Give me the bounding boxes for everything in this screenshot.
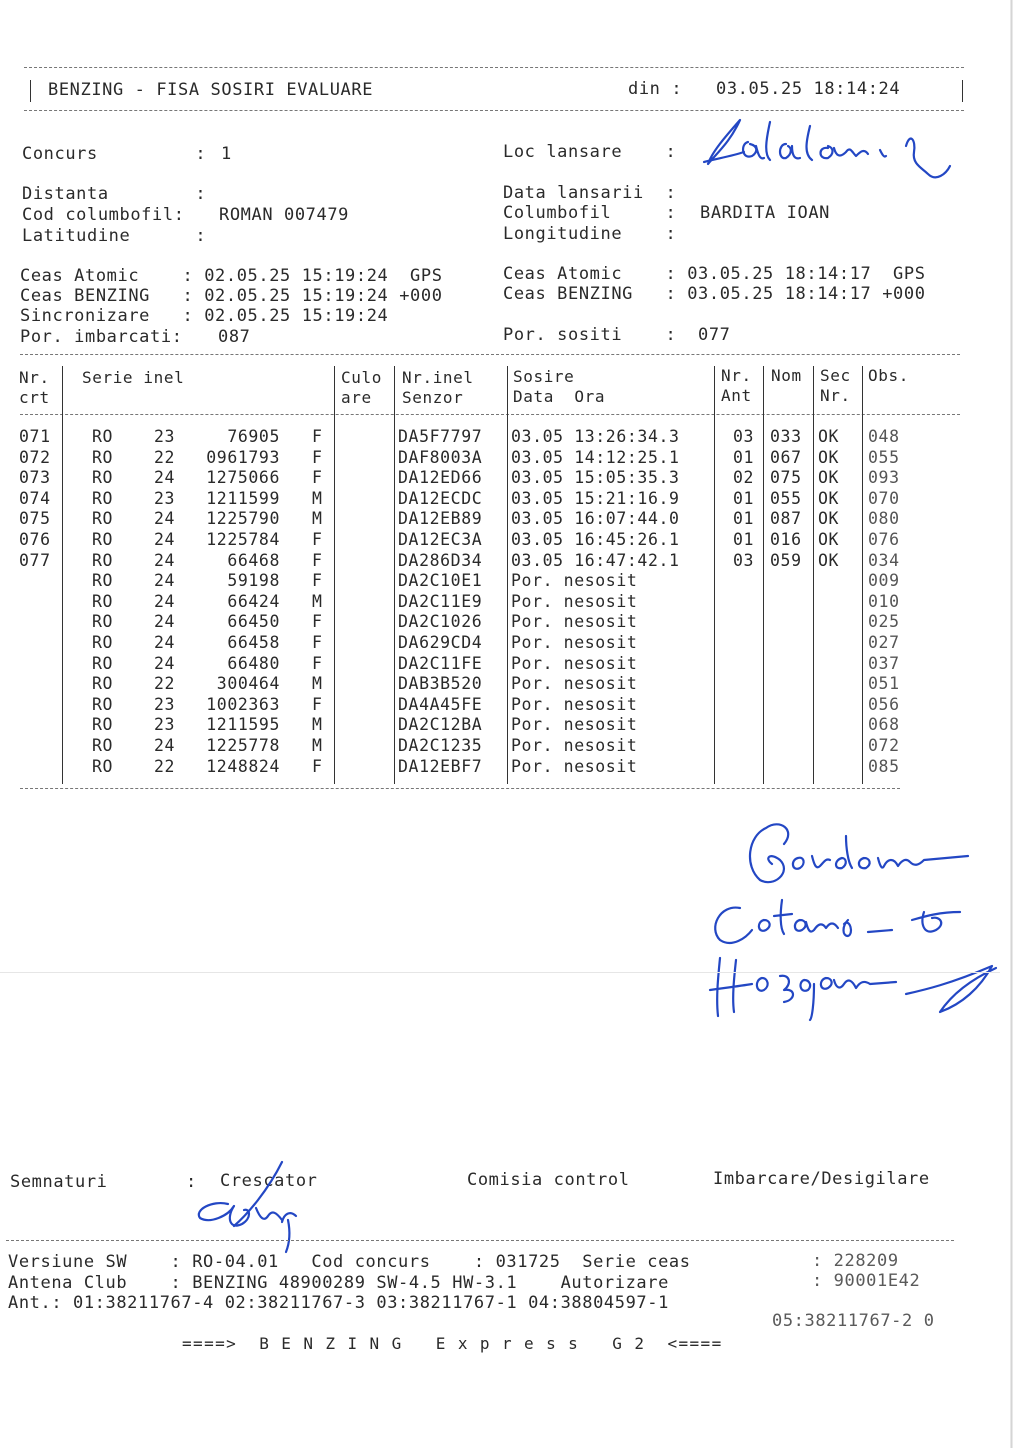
imbarcare-clip [710,1168,960,1192]
cell-nr: 075 [19,509,51,529]
cell-year: 23 [154,694,176,714]
cell-sensor: DA12EC3A [398,530,483,549]
header-crt: crt [19,388,50,407]
cell-year: 24 [154,736,176,755]
cell-year: 23 [154,488,176,508]
cell-year: 24 [154,571,176,591]
cell-ring-number: 1225784 [206,530,280,549]
cell-sex: F [312,653,323,673]
cell-year: 24 [154,591,176,611]
brand-line: ====> B E N Z I N G E x p r e s s G 2 <==== [182,1334,723,1353]
cell-sex: M [312,715,323,735]
cell-sensor: DA2C10E1 [398,571,483,591]
cell-antenna: 03 [733,427,755,446]
table-row [0,695,1000,716]
cell-sensor: DA286D34 [398,550,483,570]
cell-sex: F [312,633,323,652]
cell-year: 23 [154,427,176,446]
cell-arrival: 03.05 15:05:35.3 [511,468,680,488]
cell-sex: M [312,736,323,755]
footer-line2: Antena Club : BENZING 48900289 SW-4.5 HW-3.1 Autorizare [8,1273,669,1293]
table-row [0,633,1000,654]
cell-arrival: 03.05 16:07:44.0 [511,509,680,529]
cell-nom: 059 [770,550,802,570]
table-row [0,551,1000,572]
cell-sex: F [312,612,323,632]
header-senzor: Senzor [402,388,464,407]
imbarcare-label: Imbarcare/Desigilare [713,1169,930,1189]
longitudine-label: Longitudine : [503,224,677,244]
cell-nom: 016 [770,530,802,549]
header-left-border [30,80,31,102]
cell-obs: 070 [868,488,900,508]
cell-country: RO [92,427,114,446]
cell-obs: 068 [868,715,900,735]
cell-sex: F [312,447,323,467]
cell-nom: 067 [770,447,802,467]
cell-sensor: DA4A45FE [398,694,483,714]
cell-antenna: 02 [733,468,755,488]
serie-ceas-value: : 228209 [812,1251,899,1271]
cell-country: RO [92,530,114,549]
cell-nr: 077 [19,550,51,570]
cell-country: RO [92,509,114,529]
cell-arrival: 03.05 15:21:16.9 [511,488,680,508]
table-header-rule [20,414,960,415]
cell-arrival: Por. nesosit [511,591,638,611]
cod-columbofil-value: ROMAN 007479 [219,205,350,225]
header-bottom-rule [24,110,964,111]
cell-antenna: 01 [733,447,755,467]
cell-year: 22 [154,674,176,694]
cell-year: 24 [154,468,176,488]
cell-sensor: DA12ECDC [398,488,483,508]
cell-sex: F [312,530,323,549]
cell-nr: 072 [19,447,51,467]
autorizare-value: : 90001E42 [812,1271,921,1291]
cell-nr: 073 [19,468,51,488]
cell-ring-number: 66424 [227,591,280,611]
cell-sec: OK [818,468,840,488]
cell-arrival: Por. nesosit [511,633,638,652]
cell-ring-number: 66450 [227,612,280,632]
cell-sensor: DA2C11E9 [398,591,483,611]
cell-ring-number: 0961793 [206,447,280,467]
cell-sex: M [312,674,323,694]
table-row [0,427,1000,448]
cell-sex: F [312,427,323,446]
cell-ring-number: 1248824 [206,756,280,776]
loc-lansare-handwriting [700,112,970,192]
cell-obs: 080 [868,509,900,529]
cod-columbofil-label: Cod columbofil: [22,205,185,225]
table-row [0,736,1000,757]
cell-sex: F [312,550,323,570]
header-sec: Sec [820,366,851,385]
cell-year: 22 [154,447,176,467]
cell-obs: 072 [868,736,900,755]
cell-sensor: DA2C11FE [398,653,483,673]
comisia-label: Comisia control [467,1170,630,1190]
ceas-benzing-left: Ceas BENZING : 02.05.25 15:19:24 +000 [20,286,443,306]
cell-ring-number: 1002363 [206,694,280,714]
cell-arrival: Por. nesosit [511,571,638,591]
cell-obs: 048 [868,427,900,446]
cell-sex: M [312,509,323,529]
cell-sex: M [312,488,323,508]
concurs-label: Concurs : [22,144,207,164]
table-row [0,757,1000,778]
cell-year: 24 [154,612,176,632]
cell-country: RO [92,612,114,632]
header-serie: Serie inel [82,368,185,387]
footer-antennas: Ant.: 01:38211767-4 02:38211767-3 03:38211767-1 04:38804597-1 [8,1293,669,1313]
cell-ring-number: 1211595 [206,715,280,735]
date-label: din : [628,79,683,99]
cell-nr: 071 [19,427,51,446]
loc-lansare-label: Loc lansare : [503,142,677,162]
por-imbarcati-value: 087 [218,327,251,347]
header-sec-nr: Nr. [820,386,851,405]
cell-country: RO [92,550,114,570]
cell-antenna: 01 [733,509,755,529]
ceas-atomic-left: Ceas Atomic : 02.05.25 15:19:24 GPS [20,266,443,286]
header-nr: Nr. [19,368,50,387]
table-row [0,530,1000,551]
paper-fold-line [0,972,1000,973]
cell-nr: 076 [19,530,51,549]
scan-edge [1010,0,1013,1448]
cell-sec: OK [818,447,840,467]
cell-sensor: DA2C12BA [398,715,483,735]
commission-handwriting [700,808,1010,1028]
cell-antenna: 01 [733,488,755,508]
cell-obs: 051 [868,674,900,694]
table-row [0,654,1000,675]
por-imbarcati-label: Por. imbarcati: [20,327,183,347]
header-nrinel: Nr.inel [402,368,474,387]
cell-country: RO [92,674,114,694]
concurs-value: 1 [221,144,232,164]
table-row [0,571,1000,592]
cell-arrival: 03.05 16:45:26.1 [511,530,680,549]
cell-sex: M [312,591,323,611]
columbofil-label: Columbofil : [503,203,677,223]
cell-arrival: Por. nesosit [511,756,638,776]
cell-country: RO [92,571,114,591]
right-clock-block [500,264,968,308]
columbofil-value: BARDITA IOAN [700,203,831,223]
cell-sensor: DAF8003A [398,447,483,467]
cell-year: 22 [154,756,176,776]
cell-obs: 009 [868,571,900,591]
cell-sex: F [312,468,323,488]
cell-sex: F [312,756,323,776]
cell-obs: 027 [868,633,900,652]
cell-ring-number: 1275066 [206,468,280,488]
cell-year: 23 [154,715,176,735]
ceas-atomic-right: Ceas Atomic : 03.05.25 18:14:17 GPS [503,264,926,284]
cell-obs: 010 [868,591,900,611]
cell-obs: 093 [868,468,900,488]
data-lansarii-label: Data lansarii : [503,183,677,203]
cell-arrival: Por. nesosit [511,674,638,694]
header-obs: Obs. [868,366,909,385]
cell-country: RO [92,736,114,755]
header-right-border [962,80,963,102]
form-title: BENZING - FISA SOSIRI EVALUARE [48,80,374,100]
sincronizare: Sincronizare : 02.05.25 15:19:24 [20,306,389,326]
cell-sensor: DA2C1235 [398,736,483,755]
cell-nr: 074 [19,488,51,508]
cell-ring-number: 66458 [227,633,280,652]
distanta-label: Distanta : [22,184,207,204]
header-ant: Ant [721,386,752,405]
cell-country: RO [92,447,114,467]
cell-nom: 055 [770,488,802,508]
cell-country: RO [92,653,114,673]
table-row [0,489,1000,510]
por-sositi-label: Por. sositi : [503,325,677,345]
cell-year: 24 [154,653,176,673]
header-sosire: Sosire [513,367,575,386]
cell-ring-number: 1225778 [206,736,280,755]
cell-obs: 076 [868,530,900,549]
cell-sec: OK [818,530,840,549]
table-row [0,592,1000,613]
signatures-label: Semnaturi [10,1172,108,1192]
table-row [0,509,1000,530]
header-culoare-2: are [341,388,372,407]
table-row [0,468,1000,489]
cell-sensor: DA2C1026 [398,612,483,632]
cell-country: RO [92,488,114,508]
cell-ring-number: 66468 [227,550,280,570]
cell-sex: F [312,571,323,591]
cell-obs: 085 [868,756,900,776]
cell-antenna: 01 [733,530,755,549]
table-row [0,612,1000,633]
cell-obs: 055 [868,447,900,467]
cell-arrival: Por. nesosit [511,715,638,735]
cell-arrival: Por. nesosit [511,612,638,632]
cell-obs: 034 [868,550,900,570]
header-culoare: Culo [341,368,382,387]
cell-country: RO [92,756,114,776]
table-row [0,715,1000,736]
cell-antenna: 03 [733,550,755,570]
header-top-rule [24,67,964,68]
date-value: 03.05.25 18:14:24 [716,79,901,99]
cell-sec: OK [818,550,840,570]
cell-country: RO [92,694,114,714]
cell-country: RO [92,715,114,735]
cell-arrival: 03.05 14:12:25.1 [511,447,680,467]
por-sositi-value: 077 [698,325,731,345]
cell-nom: 033 [770,427,802,446]
cell-sensor: DA629CD4 [398,633,483,652]
cell-sec: OK [818,427,840,446]
header-data-ora: Data Ora [513,387,606,406]
cell-obs: 025 [868,612,900,632]
table-row [0,448,1000,469]
cell-nom: 075 [770,468,802,488]
table-bottom-rule [20,788,900,789]
cell-sec: OK [818,488,840,508]
table-row [0,674,1000,695]
latitudine-label: Latitudine : [22,226,207,246]
cell-arrival: Por. nesosit [511,736,638,755]
cell-ring-number: 76905 [227,427,280,446]
cell-obs: 037 [868,653,900,673]
cell-country: RO [92,633,114,652]
cell-sec: OK [818,509,840,529]
ceas-benzing-right: Ceas BENZING : 03.05.25 18:14:17 +000 [503,284,926,304]
cell-arrival: 03.05 13:26:34.3 [511,427,680,446]
footer-rule [6,1240,954,1241]
cell-sensor: DA12ED66 [398,468,483,488]
antenna-05-clip [770,1310,956,1332]
footer-antenna-05: 05:38211767-2 0 [772,1311,935,1331]
cell-ring-number: 1225790 [206,509,280,529]
cell-sensor: DA12EB89 [398,509,483,529]
crescator-label: Crescator [220,1171,318,1191]
table-top-rule [20,354,960,355]
crescator-signature [186,1160,326,1260]
header-nom: Nom [771,366,802,385]
cell-year: 24 [154,633,176,652]
footer-line1: Versiune SW : RO-04.01 Cod concurs : 031725 Serie ceas [8,1252,691,1272]
cell-arrival: Por. nesosit [511,694,638,714]
signatures-colon: : [186,1172,197,1192]
cell-year: 24 [154,550,176,570]
cell-arrival: Por. nesosit [511,653,638,673]
cell-sensor: DAB3B520 [398,674,483,694]
cell-sensor: DA12EBF7 [398,756,483,776]
cell-country: RO [92,468,114,488]
cell-ring-number: 59198 [227,571,280,591]
header-ant-nr: Nr. [721,366,752,385]
cell-sex: F [312,694,323,714]
cell-nom: 087 [770,509,802,529]
cell-arrival: 03.05 16:47:42.1 [511,550,680,570]
cell-obs: 056 [868,694,900,714]
cell-sensor: DA5F7797 [398,427,483,446]
cell-year: 24 [154,530,176,549]
cell-ring-number: 1211599 [206,488,280,508]
cell-year: 24 [154,509,176,529]
cell-ring-number: 300464 [216,674,280,694]
cell-country: RO [92,591,114,611]
cell-ring-number: 66480 [227,653,280,673]
